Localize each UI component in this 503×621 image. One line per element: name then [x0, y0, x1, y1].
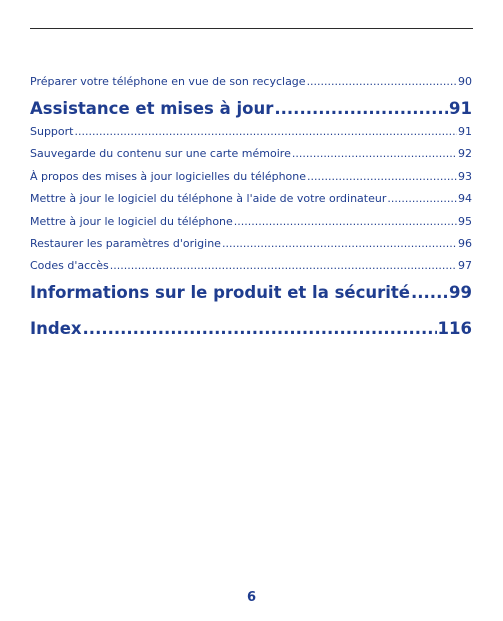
toc-entry-update-phone-software[interactable]: [30, 214, 472, 229]
toc-chapter-index[interactable]: [30, 318, 472, 340]
toc-leader-dots: [292, 146, 457, 161]
toc-entry-factory-reset[interactable]: [30, 236, 472, 251]
toc-leader-dots: [387, 191, 457, 206]
toc-leader-dots: [110, 258, 457, 273]
toc-entry-page: 94: [458, 192, 472, 206]
toc-chapter-page: 91: [449, 99, 472, 118]
toc-chapter-page: 116: [437, 319, 472, 339]
toc-entry-title: Préparer votre téléphone en vue de son recyclage: [30, 75, 306, 88]
toc-entry-title: À propos des mises à jour logicielles du téléphone: [30, 169, 307, 183]
toc-leader-dots: [222, 236, 457, 251]
toc-entry-title: Codes d'accès: [30, 259, 109, 273]
toc-chapter-support-updates[interactable]: [30, 98, 472, 120]
toc-entry-page: 96: [458, 236, 472, 250]
toc-chapter-page: 99: [449, 283, 472, 303]
toc-entry-page: 93: [458, 169, 472, 183]
toc-entry-title: Restaurer les paramètres d'origine: [30, 236, 221, 250]
toc-leader-dots: [83, 318, 437, 340]
toc-leader-dots: [307, 74, 457, 89]
toc-entry-page: 90: [458, 75, 472, 88]
toc-entry-title: Support: [30, 125, 74, 138]
toc-leader-dots: [307, 169, 457, 184]
toc-leader-dots: [74, 124, 457, 139]
header-rule: [30, 28, 473, 29]
table-of-contents: [30, 74, 472, 340]
toc-chapter-title: Assistance et mises à jour: [30, 99, 274, 118]
toc-leader-dots: [234, 214, 457, 229]
toc-entry-page: 95: [458, 214, 472, 228]
toc-chapter-title: Informations sur le produit et la sécurité: [30, 283, 410, 303]
toc-chapter-product-safety[interactable]: [30, 282, 472, 304]
toc-leader-dots: [411, 282, 448, 304]
toc-entry-title: Mettre à jour le logiciel du téléphone à l'aide de votre ordinateur: [30, 192, 387, 206]
toc-entry-title: Sauvegarde du contenu sur une carte mémoire: [30, 147, 291, 161]
toc-chapter-title: Index: [30, 319, 82, 339]
toc-entry-page: 97: [458, 259, 472, 273]
toc-entry-title: Mettre à jour le logiciel du téléphone: [30, 214, 233, 228]
page-number: 6: [246, 590, 257, 605]
toc-entry-about-software-updates[interactable]: [30, 169, 472, 184]
toc-entry-backup-memory-card[interactable]: [30, 146, 472, 161]
toc-entry-update-via-computer[interactable]: [30, 191, 472, 206]
toc-entry-support[interactable]: [30, 124, 472, 139]
toc-entry-access-codes[interactable]: [30, 258, 472, 273]
toc-entry-page: 92: [458, 147, 472, 161]
toc-entry-recycling[interactable]: [30, 74, 472, 89]
toc-entry-page: 91: [458, 125, 472, 138]
toc-leader-dots: [274, 98, 448, 120]
